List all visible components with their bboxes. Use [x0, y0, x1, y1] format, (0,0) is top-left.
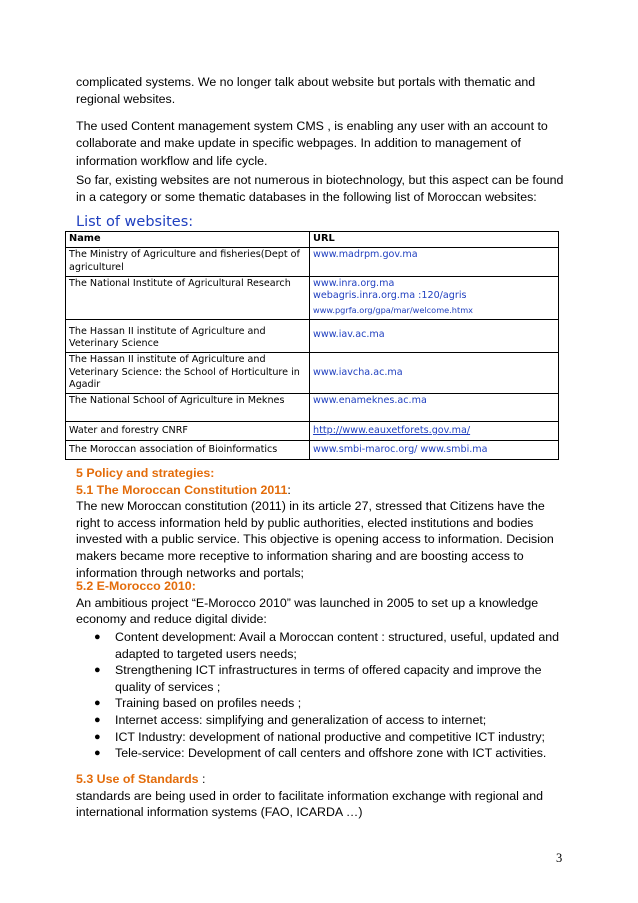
- list-item-text: Strengthening ICT infrastructures in terms of offered capacity and improve the quality of services ;: [115, 663, 542, 694]
- list-item: [76, 662, 566, 695]
- list-item-text: Training based on profiles needs ;: [115, 696, 302, 711]
- table-header-row: [66, 232, 559, 248]
- intro-paragraph-1: complicated systems. We no longer talk about website but portals with thematic and regional websites.: [76, 75, 536, 107]
- section-5-1-heading-line: [76, 482, 566, 499]
- site-url-tertiary[interactable]: www.pgrfa.org/gpa/mar/welcome.htmx: [313, 305, 474, 316]
- site-url-link[interactable]: http://www.eauxetforets.gov.ma/: [313, 424, 471, 436]
- section-5-1-text: The new Moroccan constitution (2011) in its article 27, stressed that Citizens have the right to access information held by public authorities, elected institutions and bodies invested with a public service. This objective is opening access to information. Decision makers became more receptive to information sharing and are boosting access to information through networks and portals;: [76, 499, 554, 580]
- site-url-secondary[interactable]: webagris.inra.org.ma :120/agris: [313, 290, 467, 302]
- section-5-2: [76, 578, 566, 628]
- list-item: [76, 712, 566, 729]
- site-url[interactable]: www.inra.org.ma: [313, 277, 395, 289]
- table-row: [66, 422, 559, 441]
- list-item-text: Content development: Avail a Moroccan content : structured, useful, updated and adapted to targeted users needs;: [115, 630, 560, 661]
- site-url[interactable]: www.enameknes.ac.ma: [310, 394, 559, 422]
- bullet-icon: ●: [94, 713, 101, 726]
- site-url[interactable]: www.smbi-maroc.org/ www.smbi.ma: [310, 441, 559, 460]
- intro-paragraph-2: The used Content management system CMS , is enabling any user with an account to collaborate and make update in specific webpages. In addition to management of information workflow and life cycle.: [76, 119, 548, 168]
- list-item-text: ICT Industry: development of national productive and competitive ICT industry;: [115, 729, 545, 744]
- table-row: [66, 319, 559, 353]
- websites-table: [65, 231, 559, 460]
- bullet-icon: ●: [94, 664, 101, 677]
- site-name: Water and forestry CNRF: [66, 422, 310, 441]
- bullet-icon: ●: [94, 631, 101, 643]
- table-row: [66, 353, 559, 394]
- site-name: The Hassan II institute of Agriculture and Veterinary Science: [66, 319, 310, 353]
- list-item-text: Internet access: simplifying and generalization of access to internet;: [115, 712, 487, 727]
- section-5-2-text: An ambitious project “E-Morocco 2010” was launched in 2005 to set up a knowledge economy and reduce digital divide:: [76, 595, 539, 627]
- section-5: [76, 465, 566, 581]
- site-name: The Moroccan association of Bioinformatics: [66, 441, 310, 460]
- section-5-1-heading: 5.1 The Moroccan Constitution 2011: [76, 482, 288, 497]
- page-number: 3: [556, 851, 563, 865]
- section-5-2-heading: 5.2 E-Morocco 2010:: [76, 579, 196, 593]
- list-item: [76, 745, 566, 762]
- section-5-3-heading: 5.3 Use of Standards: [76, 772, 199, 786]
- site-url[interactable]: www.iavcha.ac.ma: [310, 353, 559, 394]
- table-row: [66, 441, 559, 460]
- site-name: The National School of Agriculture in Meknes: [66, 394, 310, 422]
- site-url[interactable]: www.madrpm.gov.ma: [310, 248, 559, 277]
- table-row: [66, 276, 559, 319]
- section-5-heading: 5 Policy and strategies:: [76, 466, 215, 480]
- section-5-1-colon: :: [287, 482, 291, 497]
- site-url[interactable]: www.iav.ac.ma: [310, 319, 559, 353]
- column-header-url: URL: [310, 232, 559, 248]
- bullet-icon: ●: [94, 730, 101, 743]
- list-item: [76, 695, 566, 712]
- bullet-icon: ●: [94, 747, 101, 760]
- table-row: [66, 248, 559, 277]
- table-row: [66, 394, 559, 422]
- site-name: The National Institute of Agricultural Research: [66, 276, 310, 319]
- column-header-name: Name: [66, 232, 310, 248]
- section-5-3-colon: :: [198, 772, 206, 786]
- bullet-icon: ●: [94, 697, 101, 710]
- list-item: [76, 629, 566, 662]
- site-name: The Ministry of Agriculture and fisheries(Dept of agriculturel: [66, 248, 310, 277]
- section-5-3: [76, 771, 566, 821]
- site-url-cell: [310, 276, 559, 319]
- websites-heading: List of websites:: [76, 214, 194, 230]
- site-url: [310, 422, 559, 441]
- list-item: [76, 729, 566, 746]
- site-name: The Hassan II institute of Agriculture and Veterinary Science: the School of Horticulture in Agadir: [66, 353, 310, 394]
- intro-paragraph-3: So far, existing websites are not numerous in biotechnology, but this aspect can be found in a category or some thematic databases in the following list of Moroccan websites:: [76, 173, 564, 205]
- list-item-text: Tele-service: Development of call centers and offshore zone with ICT activities.: [115, 746, 547, 761]
- section-5-3-text: standards are being used in order to facilitate information exchange with regional and international information systems (FAO, ICARDA …): [76, 788, 544, 820]
- e-morocco-bullet-list: [76, 629, 566, 762]
- section-5-3-heading-line: [76, 771, 566, 788]
